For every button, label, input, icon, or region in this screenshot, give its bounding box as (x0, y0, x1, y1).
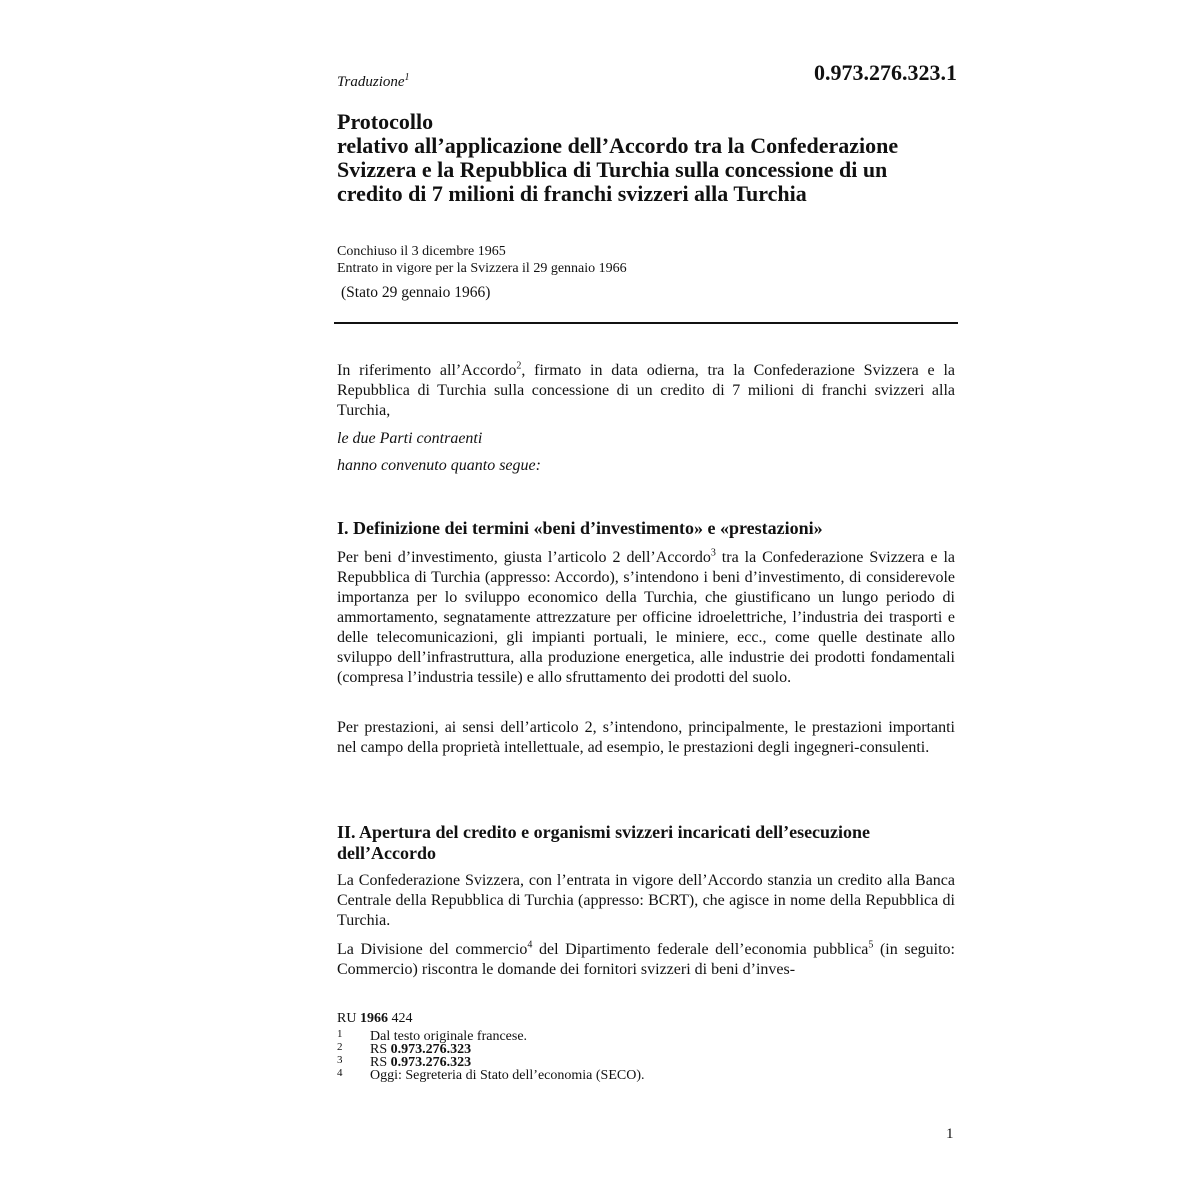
section-2-p2-text-c: (in seguito: Commercio) riscontra le domande dei fornitori svizzeri di beni d’inves- (337, 941, 956, 978)
status-date: (Stato 29 gennaio 1966) (341, 284, 491, 301)
footnote-ref-4[interactable]: 4 (527, 939, 533, 951)
section-2-p2-text-a: La Divisione del commercio (337, 941, 528, 958)
section-1-paragraph-1 (337, 548, 955, 688)
section-2-paragraph-2 (337, 940, 955, 980)
preamble-text-b: , firmato in data odierna, tra la Confederazione Svizzera e la Repubblica di Turchia sulla concessione di un credito di 7 milioni di franchi svizzeri alla Turchia, (337, 362, 956, 419)
title-line-4: credito di 7 milioni di franchi svizzeri alla Turchia (337, 181, 807, 206)
footnote-number: 2 (337, 1041, 343, 1053)
footnotes (337, 1012, 957, 1082)
concluded-date: Conchiuso il 3 dicembre 1965 (337, 244, 506, 259)
footnote-item (337, 1069, 957, 1082)
ru-year: 1966 (359, 1011, 388, 1026)
title-line-3: Svizzera e la Repubblica di Turchia sulla concessione di un (337, 157, 888, 182)
section-2-heading-line-2: dell’Accordo (337, 843, 436, 863)
parties-line: le due Parti contraenti (337, 430, 483, 447)
footnote-number: 1 (337, 1028, 343, 1040)
footnote-text-plain: Dal testo originale francese. (370, 1029, 528, 1044)
ru-prefix: RU (337, 1011, 360, 1026)
footnote-text-plain: Oggi: Segreteria di Stato dell’economia (SECO). (370, 1068, 645, 1083)
section-1-heading: I. Definizione dei termini «beni d’investimento» e «prestazioni» (337, 518, 823, 538)
agreed-line: hanno convenuto quanto segue: (337, 457, 541, 474)
section-1-paragraph-2: Per prestazioni, ai sensi dell’articolo 2, s’intendono, principalmente, le prestazioni importanti nel campo della proprietà intellettuale, ad esempio, le prestazioni degli ingegneri-consulenti. (337, 719, 955, 756)
footnote-sr-link[interactable]: 0.973.276.323 (390, 1042, 472, 1057)
ru-page: 424 (387, 1011, 413, 1026)
footnote-text-plain: RS (370, 1055, 391, 1070)
document-title (337, 110, 957, 206)
footnote-ref-3[interactable]: 3 (710, 547, 716, 559)
section-1-p1-text-b: tra la Confederazione Svizzera e la Repubblica di Turchia (appresso: Accordo), s’intendono i beni d’investimento, di considerevole importanza per lo sviluppo economico della Turchia, che giustificano un lungo periodo di ammortamento, segnatamente attrezzature per officine idroelettriche, l’industria dei trasporti e delle telecomunicazioni, gli impianti portuali, le miniere, ecc., come quelle destinate allo sviluppo dell’infrastruttura, alla produzione energetica, alle industrie dei prodotti fondamentali (compresa l’industria tessile) e allo sfruttamento dei prodotti del suolo. (337, 549, 955, 686)
official-collection-ref (337, 1012, 957, 1030)
page-number: 1 (946, 1126, 954, 1142)
header-divider (334, 322, 958, 324)
title-line-2: relativo all’applicazione dell’Accordo tra la Confederazione (337, 133, 899, 158)
section-2-heading (337, 822, 957, 864)
translation-label: Traduzione (337, 74, 405, 90)
translation-note (337, 74, 410, 91)
preamble-paragraph (337, 361, 955, 421)
footnote-text (370, 1069, 645, 1083)
footnote-ref-2[interactable]: 2 (516, 360, 522, 372)
section-2-p2-text-b: del Dipartimento federale dell’economia pubblica (532, 941, 869, 958)
sr-number: 0.973.276.323.1 (814, 60, 957, 85)
preamble-text-a: In riferimento all’Accordo (337, 362, 517, 379)
footnote-sr-link[interactable]: 0.973.276.323 (390, 1055, 472, 1070)
section-1-p1-text-a: Per beni d’investimento, giusta l’articolo 2 dell’Accordo (337, 549, 711, 566)
document-header (337, 60, 957, 96)
section-2-paragraph-1: La Confederazione Svizzera, con l’entrata in vigore dell’Accordo stanzia un credito alla Banca Centrale della Repubblica di Turchia (appresso: BCRT), che agisce in nome della Repubblica di Turchia. (337, 872, 955, 929)
footnote-ref-1[interactable]: 1 (404, 72, 410, 83)
footnote-number: 4 (337, 1067, 343, 1079)
entry-into-force-date: Entrato in vigore per la Svizzera il 29 gennaio 1966 (337, 261, 627, 276)
document-meta (337, 243, 957, 277)
footnote-number: 3 (337, 1054, 343, 1066)
footnote-text-plain: RS (370, 1042, 391, 1057)
title-line-1: Protocollo (337, 109, 434, 134)
footnote-ref-5[interactable]: 5 (868, 939, 874, 951)
section-2-heading-line-1: II. Apertura del credito e organismi svizzeri incaricati dell’esecuzione (337, 822, 871, 842)
